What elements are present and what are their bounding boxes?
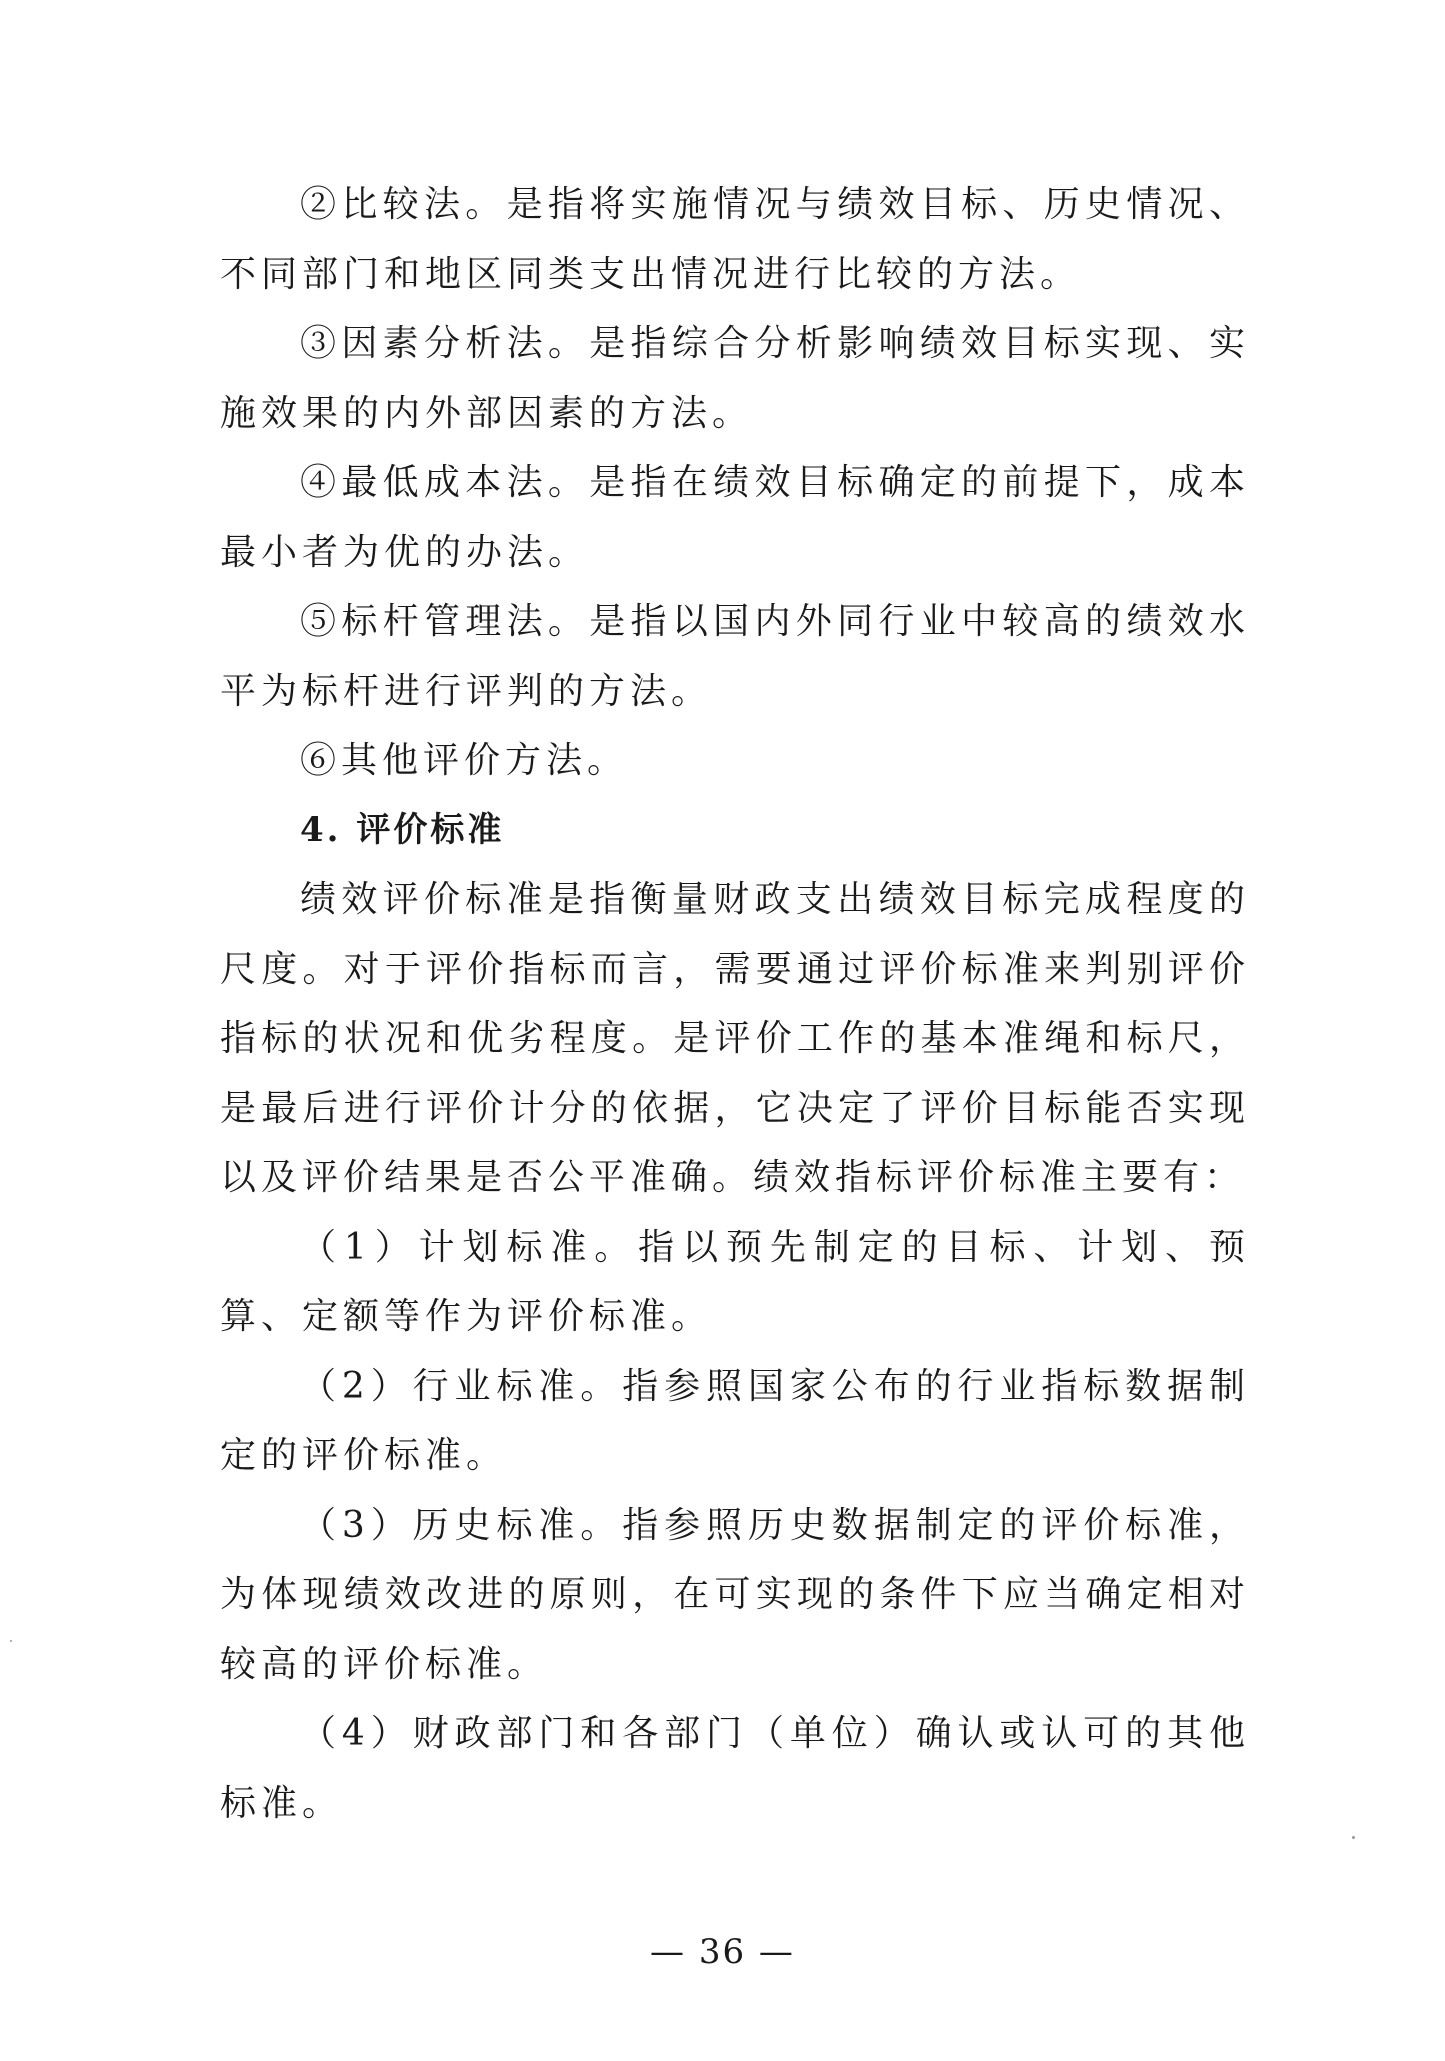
paragraph-factor-analysis: ③因素分析法。是指综合分析影响绩效目标实现、实施效果的内外部因素的方法。 [220,323,1250,434]
paragraph-comparison-method: ②比较法。是指将实施情况与绩效目标、历史情况、不同部门和地区同类支出情况进行比较的方法。 [220,184,1250,295]
scan-speck [10,1640,12,1642]
page-number: — 36 — [650,1932,795,1972]
section-heading: 4. 评价标准 [300,809,505,850]
paragraph-lowest-cost: ④最低成本法。是指在绩效目标确定的前提下，成本最小者为优的办法。 [220,462,1250,573]
paragraph-other-methods: ⑥其他评价方法。 [300,740,629,781]
paragraph-industry-standard: （2）行业标准。指参照国家公布的行业指标数据制定的评价标准。 [220,1365,1250,1476]
paragraph-standard-definition: 绩效评价标准是指衡量财政支出绩效目标完成程度的尺度。对于评价指标而言，需要通过评价标准来判别评价指标的状况和优劣程度。是评价工作的基本准绳和标尺，是最后进行评价计分的依据，它决定了评价目标能否实现以及评价结果是否公平准确。绩效指标评价标准主要有： [220,879,1250,1198]
scan-speck [1352,1836,1355,1839]
paragraph-historical-standard: （3）历史标准。指参照历史数据制定的评价标准，为体现绩效改进的原则，在可实现的条件下应当确定相对较高的评价标准。 [220,1504,1250,1685]
paragraph-other-standard: （4）财政部门和各部门（单位）确认或认可的其他标准。 [220,1713,1250,1824]
document-body [220,170,1250,1838]
paragraph-plan-standard: （1）计划标准。指以预先制定的目标、计划、预算、定额等作为评价标准。 [220,1226,1250,1337]
paragraph-benchmark: ⑤标杆管理法。是指以国内外同行业中较高的绩效水平为标杆进行评判的方法。 [220,601,1250,712]
